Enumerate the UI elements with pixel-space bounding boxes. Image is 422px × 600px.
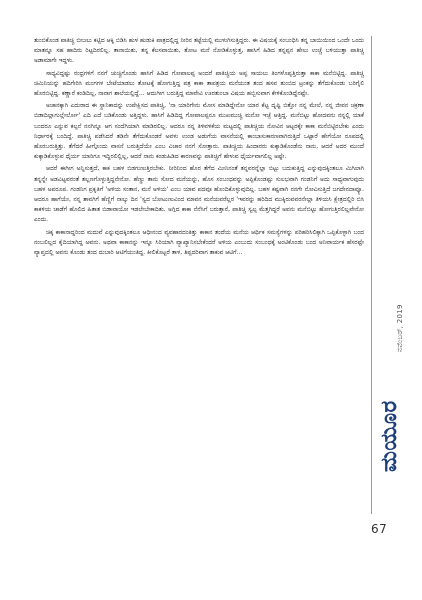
paragraph-4: ಆದರೆ ಈಗೀಗ ಅನ್ನಿಸುತ್ತದೆ, ಕಾಕ ಬಹಳ ಬಿಡಗುಣುತ್ತಿರಬೇಕು. ನೀರಿನಿಂದ ಹೊರ ತೆಗೆದ ಮೀನಿನಂತೆ ತನ್ನವರನ್ನೆಲ್ಲಾ ಬಿಟ್ಟು ಬದುಕುತ್ತಿದ್ದ ಎನ್ನುವುದಕ್ಕಿಂತಲೂ ಮಿಗಿಲಾಗಿ ತನ್ನನ್ನೇ ಅಡವಿಟ್ಟವರಂತೆ ತಲ್ಲಣಗೊಳ್ಳುತ್ತಿದ್ದನೇನೋ. ಹೆಣ್ಣು ತಾನು ಸೋದ ಮನೆಯನ್ನು, ಹೊಸ ಸಂಬಂಧವನ್ನು ಅಪ್ಪಿಕೊಂಡಷ್ಟು ಸುಲಭವಾಗಿ ಗಂಡನಿಗೆ ಅದು ಸಾಧ್ಯವಾಗುವುದು ಬಹಳ ಅಪರೂಪ. ಗಂಡನಿಗ ಪ್ರಕೃತಿಗೆ 'ಅಳಿಯ ಸಂತಾನ, ಮನೆ ಅಳಿಯ' ಎಂಬ ಯಾವ ಪದವೂ ಹೊಂದಿಕೊಳ್ಳುವುದಿಲ್ಲ. ಬಹಳ ಕಷ್ಟವಾಗಿ ನನಗೇ ನೋವಿಸುತ್ತಿದೆ ಜಗದೇನದಾವ್ಯೂ. ಆದರೂ ಹಾಗೆಯೇ, ನನ್ನ ತಾವಗಿಗೆ ಹೆಣ್ಣಿಗೆ ನಾಲ್ಕು ದಿನ 'ಸ್ವದ ಬೋಟುಣುವಿಂದ ಮಾವನ ಮನೆಯವರೆಲ್ಲರ 'ಇವರನ್ನು ಹರಿದಿದ ಮುಕ್ಕಿರುವವರನೇಲ್ಲಾ ತಿಳಿಯಸಿ ಕ್ಷೇತ್ರದಲ್ಲಿರಿ ಬಿಸಿ ಕಾಕಳಿಯ ಚಾಡೆಗೆ ಹೊಲಿದ ಹಿತಾತ ಬಿಡಾವಾಯೋ ಇಡಲೇಬೇಕಾದಿತು. ಅಗ್ಗಿದ ಕಾಕಾ ನೆನೆಸಿಗೆ ಬರುತ್ತಾನೆ, ಪಾತಿಚ್ಚಿ ಸ್ವಲ್ಪ ಮೆತ್ತಗಿದ್ದರೆ ಅವನು ಮನೆಬಿಟ್ಟು ಹೋಗುತ್ತಿರಲಿಲ್ಲವೇನೋ ಎಂದು. (34, 166, 364, 224)
margin-divider (371, 36, 372, 514)
paragraph-3: ಅಚಾನಕ್ಕಾಗಿ ಎದುರಾದ ಈ ಸ್ಥಾನಿಕಾದನ್ನು ಉಪೇಕ್ಷಿಸದ ಪಾತಿಚ್ಚಿ, 'ನಾ ಯಾರಿಗೇನು ಮೋಸ ಮಾಡಿದ್ದೇನೋ ಯಾರ ಕೆಟ್ಟ ದೃಷ್ಟಿ ಬಿತ್ತೋ ನನ್ನ ಮೇಲೆ, ನನ್ನ ಜೀವನ ಚಕ್ರಣಾ ಬಿಡಾದಿಲ್ಲಾಗುಲ್ಲೇರ್ಲೋ' ಎದಿ ಎದೆ ಬಡಿಕೊಂಡು ಅತ್ತಿದ್ದಳು. ಹಾಸಿಗೆ ಹಿಡಿದಿದ್ದ ಗೋಪಾಲಪ್ಪನೂ ಮುಖಮುಚ್ಚಿ ಮನೋ ಇಚ್ಛೆ ಆತ್ತಿದ್ದ. ಮನೆಬಿಟ್ಟು ಹೋದವನು ನನ್ನಲ್ಲಿ ಯಾಕೆ ಬಂದರೂ ಎನ್ನುವ ಕಲ್ಪನೆ ನನಗಿನ್ನೂ ಆಗ ಸಂದೆಗಿಯಾಗಿ ಮಾಡಿರಲಿಲ್ಲ. ಆದರೂ ನನ್ನ ತಿಳಿವಳಿಕೆಯ ಮಟ್ಟದಲ್ಲಿ ಪಾತಿಚ್ಚಿಯ ನೋವಿನ ಆಟ್ಟರಕ್ಕೇ ಕಾಕಾ ಮನೆಬಿಟ್ಟಿರಬೇಕು ಎಂದು ನಿರ್ಧಾರಕ್ಕೆ ಬಂದಿದ್ದೆ. ಪಾತಿಚ್ಚಿ ಪಡೆಸಿದರೆ ತಡಿನೇ ತೆಗೆದುಕೊಂಡರೆ ಅವಳು ಉಂಡ ಅಡುಗೆಯ ವಾಸನೆಯಲ್ಲಿ ಕಾಂಬಾಸುಕಾರಣವಾಗಿರುತ್ತಿದೆ ಒಟ್ಟಾರೆ ಹೇಗೆಯೋ ರೂಪದಲ್ಲಿ ಹೊರಬರುತ್ತಿತ್ತು. ತೆಗೆದರೆ ಹೀಗ್ಗೊಂದು ವಾಸನೆ ಬರುತ್ತಿದೆಯೇ ಎಂಬ ವಿಚಾರ ನನಗೆ ಸೋತ್ತಾರು. ಪಾತಿಚ್ಚಿಯ ಹಿಂದಾರರು ಕುಕ್ಕಾಡಿಕೊಂಡೆನು ನಾನು, ಆದರೆ ಅದರ ಮುಂದೆ ಕುಕ್ಕಾಡಿಕೊಳ್ಳುವ ಧೈರ್ಯ ಯಾರಿಗೂ ಇದ್ದಿರಲಿಲ್ಲಿಲ್ಲ, ಆದರೆ ನಾನು ಕಂಡುಹಿಡಿದ ಕಾರಣವನ್ನು ಪಾತಿಚ್ಚಿಗೆ ಹೇಳುವ ಧೈರ್ಯವಾಗಲಿಲ್ಲ ಅಷ್ಟೇ. (34, 103, 364, 161)
issue-date: ನವೆಂಬರ್, 2019 (396, 304, 404, 352)
paragraph-2: ಸಾಧ್ಯವಿದ್ದಷ್ಟು ರಂಧ್ರಗಳಿಗೆ ನನಗೆ ಚುಚ್ಚಿಗೊಂಡು ಹಾಸಿಗೆ ಹಿಡಿದ ಗೋಪಾಲಪ್ಪ ಅಂದರೆ ಪಾತಿಚ್ಚಿಯ ಅಪ್ಪ ಸಾಯಲು ತಿಂಗಳೊಪ್ಪತ್ತಿರುತ್ತಾ ಕಾಕಾ ಮನೆಬಿಟ್ಟಿದ್ದ. ಪಾತಿಚ್ಚಿ ಚಿಮಿನಿಯನ್ನು ಹದಿಗೇರಿಸಿ ಮಂಗಗಳ ಬೇಟೆಯಾಡಲು ತೋಟಕ್ಕೆ ಹೋಗುತ್ತಿದ್ದ ಪತ್ರ ಕಾಕಾ ತಾಪತ್ರಯ ಮನೆಯಂತ ತಂದ ಹಸವ ತುಂಬಿದ ಟ್ರಂಕನ್ನು ತೆಗೆದುಕೊಂಡು ಬರಿಗೈಲಿ ಹೊರಬಿಟ್ಟಿದ್ದ. ಕಣ್ಣಾರೆ ಕಂಡಿದಿಲ್ಲ, ನಾನಾಗ ಶಾಲೆಯಲ್ಲಿದ್ದೆ... ಆದುಗೀಗ ಬರುತ್ತಿದ್ದ ಮಾವೇವಿ ಊರತುಂಬಾ ವಿಷಯ ಹಬ್ಬಿಸುವಾಗ ಕೇಳಿಕೊಂಡಿದ್ದೆನಷ್ಟೇ. (34, 70, 364, 98)
article-body (34, 36, 364, 526)
paragraph-1: ತುಂಬಿಕೊಂಡ ಪಾತಿಚ್ಚಿ ಬೀಜಲು ಕಟ್ಟಿದ ಆಕ್ಕಿ ಬಿಡಿಸಿ ಹುಳ ಹುಡುಕಿ ಪಾತ್ರದಲ್ಲಿದ್ದ ನೀರಿನ ತಟ್ಟೆಯಲ್ಲಿ ಮುಳುಗಿಸುತ್ತಿದ್ದರು. ಈ ವಿಷಯಕ್ಕೆ ಸಂಬಂಧಿಸಿ ತನ್ನ ಬಾಯಿಯಿಂದ ಒಂದೇ ಒಂದು ಮಾತನ್ನೂ ಸಹ ಹಾದಿರು ರಿಟ್ಟದಿರಲಿಲ್ಲ. ತಾನಾಯಿತು, ತನ್ನ ಕೆಲಸವಾಯಿತು, ತೋಟ ಮನೆ ನೋಡಿಕೊಳ್ಳುತ್ತ, ಹಾಸಿಗೆ ಹಿಡಿದ ತನ್ನಪ್ಪನ ಹೇಲು ಉಚ್ಚೆ ಬಳಿಯುತ್ತಾ ಪಾತಿಚ್ಚಿ ಅಡಾಮಾಗೇ ಇದ್ದಳು. (34, 38, 364, 65)
paragraph-5: ಚಿಕ್ಕ ಕಾಕಾನಾದ್ದರಿಂದ ಮದುವೆ ಎನ್ನುವುದಕ್ಕಿಂತಲೂ ಆಧೀನಂದ ವ್ಯವಹಾರದಂತಿತ್ತು ಕಾಕಾನ ತಂದೆಯ ಮನೆಯ ಆರ್ಥಿಕ ಸಮಸ್ಯೆಗಳನ್ನು ಪರಿಹರಿಸಿಲಿಕ್ಕಾಗಿ ಒಪ್ಪಿಕೊಳ್ಳಾಗಿ ಬಂದ ನಂಬಲಿಲ್ಲದ ಕೈದಿಯಾಗಿದ್ದ ಅವನು. ಅಥವಾ ಕಾಕಾನನ್ನು ಇನ್ನೂ ಸಿರಿಯಾಗಿ ವ್ಯಾಖ್ಯಾನಿಸಬೇಕೆಂದರೆ ಅಳಿಯ ಎಂಬುದು ಸಂಬಂಧಕ್ಕೆ ಅಂಟಿಕೊಂಡು ಬಂದ ಅನಿವಾರ್ಯಕ ಹೆಸರಷ್ಟೇ ವ್ಯಾಪ್ತದಲ್ಲಿ ಅವನು ಕೊಂಡು ತಂದ ದುಬಾರಿ ಆಟಿಗೆಯಂತಿದ್ದ. ಕೀಲಿಕೊಟ್ಟರೆ ತಾಳ, ತಿಪ್ಪದರಿವಾಗ ತಾಕುವ ಆಟಿಗೆ... (34, 229, 364, 257)
magazine-logo: ಮಯೂರ (376, 400, 402, 472)
page-number: 67 (371, 522, 388, 536)
